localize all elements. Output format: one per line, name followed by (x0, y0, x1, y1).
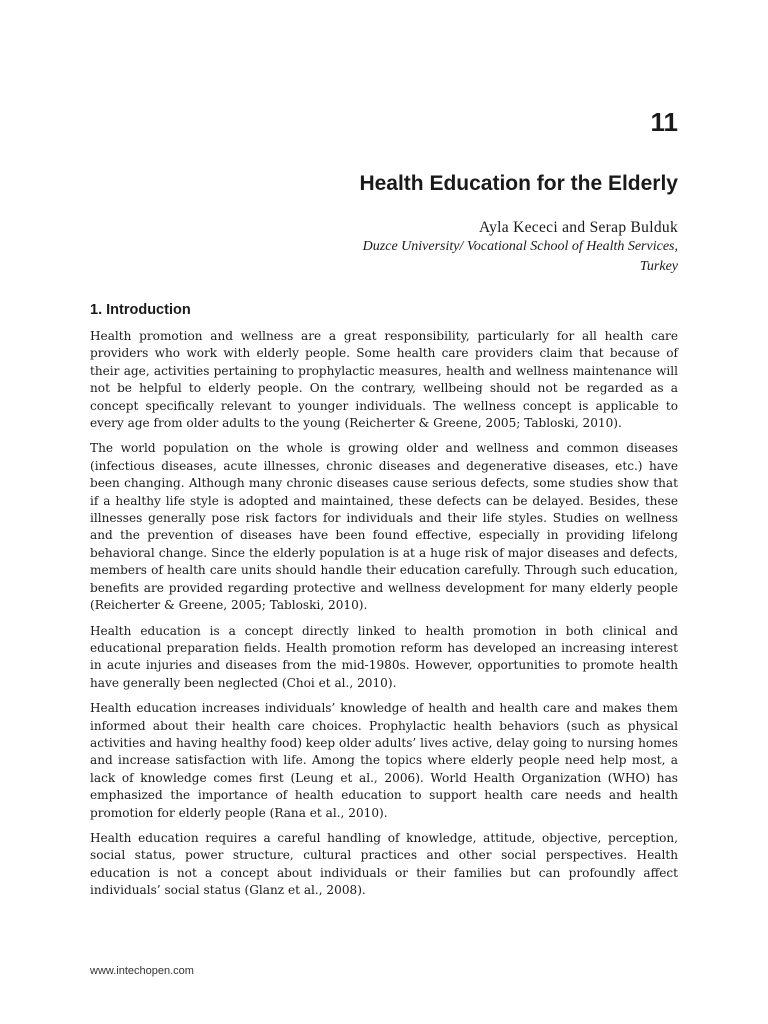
paragraph: The world population on the whole is growing older and wellness and common diseases (infectious diseases, acute illnesses, chronic diseases and degenerative diseases, etc.) have been changing. Although many chronic diseases cause serious defects, some studies show that if a healthy life style is adopted and maintained, these defects can be delayed. Besides, these illnesses generally pose risk factors for individuals and their life styles. Studies on wellness and the prevention of diseases have been found effective, especially in providing lifelong behavioral change. Since the elderly population is at a huge risk of major diseases and defects, members of health care units should handle their education carefully. Through such education, benefits are provided regarding protective and wellness development for many elderly people (Reicherter & Greene, 2005; Tabloski, 2010). (90, 441, 678, 613)
paragraph: Health education is a concept directly linked to health promotion in both clinical and educational preparation fields. Health promotion reform has developed an increasing interest in acute injuries and diseases from the mid-1980s. However, opportunities to promote health have generally been neglected (Choi et al., 2010). (90, 623, 678, 690)
affiliation-line-2: Turkey (639, 258, 678, 274)
chapter-title: Health Education for the Elderly (359, 172, 678, 195)
paragraph: Health education increases individuals’ knowledge of health and health care and makes them informed about their health care choices. Prophylactic health behaviors (such as physical activities and having healthy food) keep older adults’ lives active, delay going to nursing homes and increase satisfaction with life. Among the topics where elderly people need help most, a lack of knowledge comes first (Leung et al., 2006). World Health Organization (WHO) has emphasized the importance of health education to support health care needs and health promotion for elderly people (Rana et al., 2010). (90, 701, 678, 820)
paragraph: Health promotion and wellness are a great responsibility, particularly for all health care providers who work with elderly people. Some health care providers claim that because of their age, activities pertaining to prophylactic measures, health and wellness maintenance will not be helpful to elderly people. On the contrary, wellbeing should not be regarded as a concept specifically relevant to younger individuals. The wellness concept is applicable to every age from older adults to the young (Reicherter & Greene, 2005; Tabloski, 2010). (90, 329, 678, 431)
affiliation (158, 237, 678, 276)
section-body (90, 328, 678, 908)
footer-url[interactable]: www.intechopen.com (90, 965, 194, 977)
authors: Ayla Kececi and Serap Bulduk (479, 219, 678, 236)
section-heading: 1. Introduction (90, 302, 191, 318)
affiliation-line-1: Duzce University/ Vocational School of Health Services, (362, 239, 678, 254)
paragraph: Health education requires a careful handling of knowledge, attitude, objective, perception, social status, power structure, cultural practices and other social perspectives. Health education is not a concept about individuals or their families but can profoundly affect individuals’ social status (Glanz et al., 2008). (90, 830, 678, 898)
chapter-number: 11 (650, 107, 678, 137)
